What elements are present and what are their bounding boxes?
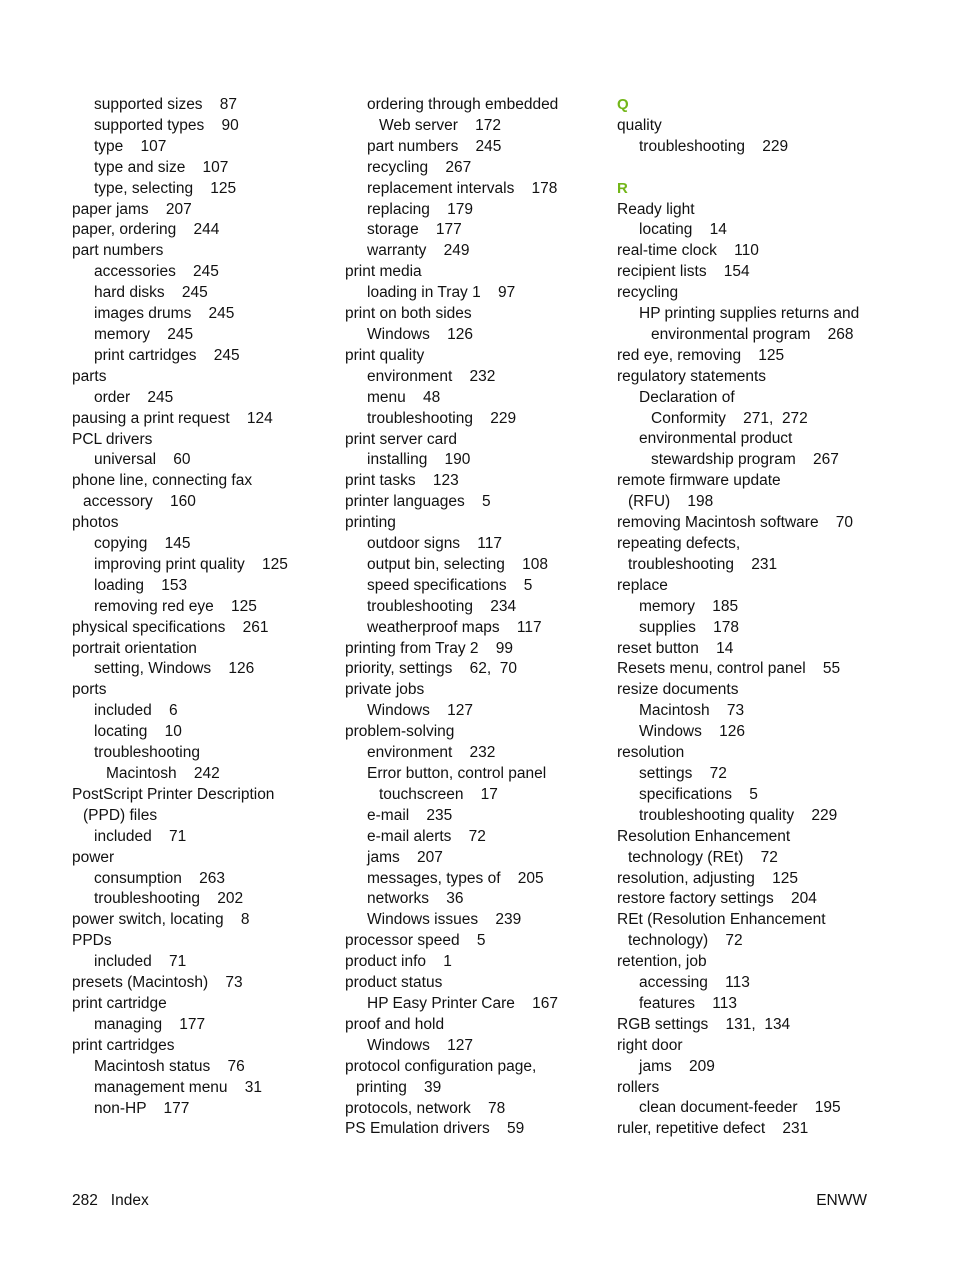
index-entry: print media [345, 263, 422, 281]
index-subentry: troubleshooting 229 [639, 137, 789, 155]
index-subentry: jams 209 [639, 1057, 715, 1075]
index-subentry: loading 153 [94, 576, 188, 594]
index-entry: printing from Tray 2 99 [345, 639, 513, 657]
index-subentry: part numbers 245 [367, 137, 502, 155]
index-subentry: touchscreen 17 [379, 785, 498, 803]
index-entry: (RFU) 198 [628, 493, 714, 511]
index-subentry: improving print quality 125 [94, 555, 288, 573]
section-spacer [617, 158, 887, 179]
index-subentry: specifications 5 [639, 785, 758, 803]
index-section-letter: R [617, 179, 628, 197]
index-subentry: networks 36 [367, 890, 464, 908]
index-subentry: menu 48 [367, 388, 441, 406]
index-entry: PCL drivers [72, 430, 153, 448]
index-subentry: weatherproof maps 117 [367, 618, 542, 636]
index-entry: protocol configuration page, [345, 1057, 537, 1075]
index-subentry: managing 177 [94, 1015, 206, 1033]
index-subentry: included 71 [94, 953, 187, 971]
index-entry: remote firmware update [617, 472, 781, 490]
index-subentry: features 113 [639, 994, 737, 1012]
index-subentry: clean document-feeder 195 [639, 1099, 841, 1117]
index-subentry: supported sizes 87 [94, 96, 238, 113]
index-entry: physical specifications 261 [72, 618, 269, 636]
index-entry: private jobs [345, 681, 425, 699]
index-subentry: ordering through embedded [367, 96, 559, 113]
index-entry: resolution, adjusting 125 [617, 869, 798, 887]
index-entry: resize documents [617, 681, 739, 699]
index-entry: regulatory statements [617, 367, 767, 385]
index-subentry: non-HP 177 [94, 1099, 190, 1117]
index-subentry: troubleshooting 229 [367, 409, 517, 427]
index-subentry: Windows 126 [367, 325, 473, 343]
index-subentry: environmental program 268 [651, 325, 854, 343]
index-column-1 [72, 95, 332, 1119]
index-entry: (PPD) files [83, 806, 158, 824]
index-subentry: universal 60 [94, 451, 191, 469]
index-entry: part numbers [72, 242, 164, 260]
index-subentry: troubleshooting quality 229 [639, 806, 838, 824]
index-entry: processor speed 5 [345, 932, 486, 950]
index-subentry: speed specifications 5 [367, 576, 533, 594]
index-entry: problem-solving [345, 723, 455, 741]
index-subentry: Macintosh 242 [106, 765, 220, 782]
index-entry: printing [345, 514, 396, 532]
index-subentry: Declaration of [639, 388, 735, 406]
index-entry: PostScript Printer Description [72, 785, 275, 803]
index-subentry: consumption 263 [94, 869, 225, 887]
index-entry: reset button 14 [617, 639, 734, 657]
index-entry: print quality [345, 346, 425, 364]
index-entry: accessory 160 [83, 493, 196, 511]
index-subentry: e-mail alerts 72 [367, 827, 486, 845]
index-entry: recipient lists 154 [617, 263, 750, 281]
index-entry: print cartridges [72, 1036, 175, 1054]
index-section-letter: Q [617, 96, 629, 113]
index-entry: retention, job [617, 953, 707, 971]
index-subentry: order 245 [94, 388, 174, 406]
page-footer-left: 282 Index [72, 1192, 149, 1209]
index-entry: priority, settings 62, 70 [345, 660, 518, 678]
index-subentry: Windows 127 [367, 1036, 473, 1054]
index-subentry: environment 232 [367, 367, 496, 385]
index-subentry: Error button, control panel [367, 765, 547, 782]
index-subentry: memory 245 [94, 325, 194, 343]
index-entry: REt (Resolution Enhancement [617, 911, 826, 929]
index-entry: real-time clock 110 [617, 242, 759, 260]
index-subentry: troubleshooting 202 [94, 890, 244, 908]
index-subentry: type 107 [94, 137, 167, 155]
index-subentry: troubleshooting [94, 744, 200, 762]
index-subentry: Windows issues 239 [367, 911, 522, 929]
index-entry: restore factory settings 204 [617, 890, 817, 908]
index-subentry: replacing 179 [367, 200, 473, 218]
index-entry: technology) 72 [628, 932, 743, 950]
index-entry: protocols, network 78 [345, 1099, 506, 1117]
index-entry: PS Emulation drivers 59 [345, 1120, 525, 1138]
index-entry: Resets menu, control panel 55 [617, 660, 841, 678]
index-entry: parts [72, 367, 107, 385]
index-entry: replace [617, 576, 668, 594]
index-subentry: type, selecting 125 [94, 179, 237, 197]
index-subentry: outdoor signs 117 [367, 535, 502, 553]
index-subentry: Web server 172 [379, 116, 502, 134]
index-entry: pausing a print request 124 [72, 409, 273, 427]
index-entry: power [72, 848, 115, 866]
index-entry: RGB settings 131, 134 [617, 1015, 791, 1033]
index-entry: PPDs [72, 932, 112, 950]
index-subentry: HP Easy Printer Care 167 [367, 994, 558, 1012]
index-subentry: included 6 [94, 702, 178, 720]
index-subentry: images drums 245 [94, 305, 235, 323]
index-subentry: loading in Tray 1 97 [367, 284, 516, 302]
index-entry: technology (REt) 72 [628, 848, 778, 866]
index-subentry: Macintosh 73 [639, 702, 745, 720]
index-entry: portrait orientation [72, 639, 197, 657]
index-entry: troubleshooting 231 [628, 555, 778, 573]
index-entry: right door [617, 1036, 683, 1054]
index-entry: paper, ordering 244 [72, 221, 220, 239]
index-entry: print cartridge [72, 994, 167, 1012]
index-entry: proof and hold [345, 1015, 445, 1033]
index-entry: ports [72, 681, 107, 699]
index-subentry: included 71 [94, 827, 187, 845]
index-subentry: removing red eye 125 [94, 597, 257, 615]
index-entry: recycling [617, 284, 679, 302]
index-subentry: installing 190 [367, 451, 471, 469]
index-subentry: storage 177 [367, 221, 462, 239]
index-entry: printer languages 5 [345, 493, 491, 511]
index-subentry: recycling 267 [367, 158, 472, 176]
index-subentry: accessing 113 [639, 974, 750, 992]
index-entry: red eye, removing 125 [617, 346, 785, 364]
index-subentry: HP printing supplies returns and [639, 305, 860, 323]
index-subentry: e-mail 235 [367, 806, 453, 824]
index-subentry: warranty 249 [367, 242, 470, 260]
index-subentry: Macintosh status 76 [94, 1057, 245, 1075]
index-subentry: environmental product [639, 430, 793, 448]
index-subentry: type and size 107 [94, 158, 229, 176]
index-subentry: replacement intervals 178 [367, 179, 558, 197]
index-entry: power switch, locating 8 [72, 911, 250, 929]
index-subentry: environment 232 [367, 744, 496, 762]
index-entry: repeating defects, [617, 535, 741, 553]
index-subentry: troubleshooting 234 [367, 597, 517, 615]
index-subentry: supplies 178 [639, 618, 739, 636]
index-entry: paper jams 207 [72, 200, 192, 218]
index-subentry: supported types 90 [94, 116, 239, 134]
index-subentry: copying 145 [94, 535, 191, 553]
index-entry: removing Macintosh software 70 [617, 514, 854, 532]
index-entry: Ready light [617, 200, 695, 218]
index-column-3 [617, 95, 887, 1140]
index-subentry: accessories 245 [94, 263, 219, 281]
index-subentry: setting, Windows 126 [94, 660, 255, 678]
index-subentry: Windows 126 [639, 723, 745, 741]
index-entry: phone line, connecting fax [72, 472, 253, 490]
index-entry: print server card [345, 430, 457, 448]
index-entry: presets (Macintosh) 73 [72, 974, 243, 992]
page-footer-right: ENWW [816, 1192, 867, 1209]
index-entry: rollers [617, 1078, 660, 1096]
index-entry: resolution [617, 744, 685, 762]
index-subentry: memory 185 [639, 597, 739, 615]
index-subentry: messages, types of 205 [367, 869, 544, 887]
index-entry: quality [617, 116, 662, 134]
index-entry: product status [345, 974, 443, 992]
index-column-2 [345, 95, 605, 1140]
index-subentry: print cartridges 245 [94, 346, 240, 364]
index-entry: printing 39 [356, 1078, 442, 1096]
index-subentry: locating 14 [639, 221, 727, 239]
index-subentry: locating 10 [94, 723, 182, 741]
index-subentry: output bin, selecting 108 [367, 555, 548, 573]
index-entry: print on both sides [345, 305, 472, 323]
index-subentry: Windows 127 [367, 702, 473, 720]
index-entry: ruler, repetitive defect 231 [617, 1120, 809, 1138]
index-subentry: settings 72 [639, 764, 727, 782]
index-entry: product info 1 [345, 953, 452, 971]
index-subentry: Conformity 271, 272 [651, 409, 808, 427]
index-subentry: hard disks 245 [94, 284, 208, 302]
index-subentry: jams 207 [367, 848, 443, 866]
index-entry: Resolution Enhancement [617, 827, 791, 845]
index-entry: print tasks 123 [345, 472, 459, 490]
index-entry: photos [72, 514, 119, 532]
index-subentry: stewardship program 267 [651, 451, 839, 469]
index-subentry: management menu 31 [94, 1078, 263, 1096]
